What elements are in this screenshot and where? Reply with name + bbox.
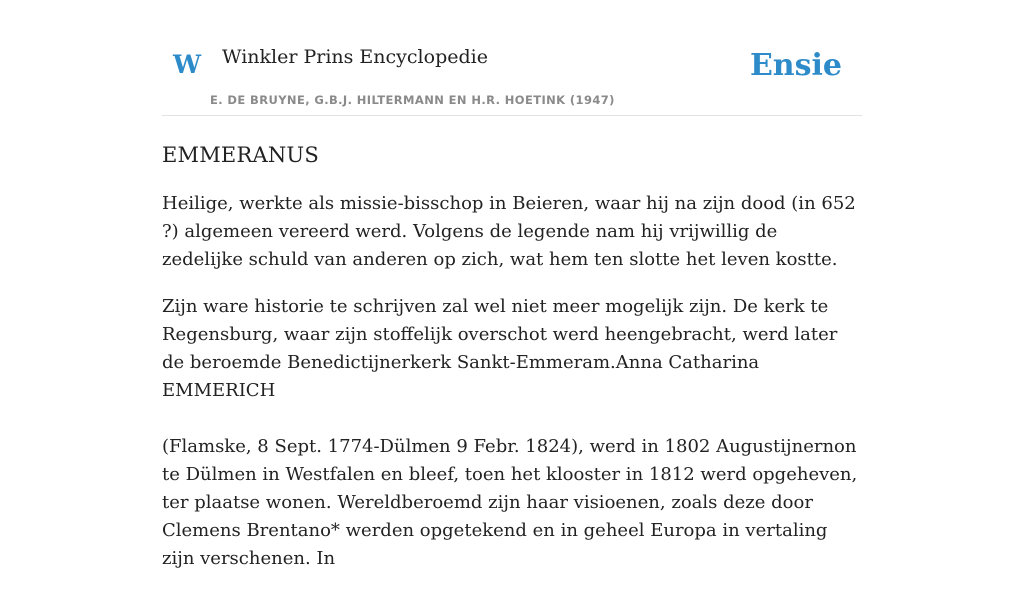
article-title: EMMERANUS xyxy=(162,143,319,167)
winkler-prins-logo-icon[interactable]: W xyxy=(173,50,202,79)
ensie-brand-logo[interactable]: Ensie xyxy=(749,48,842,83)
site-header xyxy=(162,0,862,116)
encyclopedia-title[interactable]: Winkler Prins Encyclopedie xyxy=(222,46,488,68)
encyclopedia-authors: E. DE BRUYNE, G.B.J. HILTERMANN EN H.R. HOETINK (1947) xyxy=(210,93,615,107)
article-paragraph: Zijn ware historie te schrijven zal wel niet meer mogelijk zijn. De kerk te Regensburg, waar zijn stoffelijk overschot werd heengebracht, werd later de beroemde Benedictijnerkerk Sankt-Emmeram.Anna Catharina EMMERICH (Flamske, 8 Sept. 1774-Dülmen 9 Febr. 1824), werd in 1802 Augustijnernon te Dülmen in Westfalen en bleef, toen het klooster in 1812 werd opgeheven, ter plaatse wonen. Wereldberoemd zijn haar visioenen, zoals deze door Clemens Brentano* werden opgetekend en in geheel Europa in vertaling zijn verschenen. In xyxy=(162,296,858,569)
article-body xyxy=(162,140,862,592)
article-paragraph: Heilige, werkte als missie-bisschop in Beieren, waar hij na zijn dood (in 652 ?) algemeen vereerd werd. Volgens de legende nam hij vrijwillig de zedelijke schuld van anderen op zich, wat hem ten slotte het leven kostte. xyxy=(162,193,856,270)
